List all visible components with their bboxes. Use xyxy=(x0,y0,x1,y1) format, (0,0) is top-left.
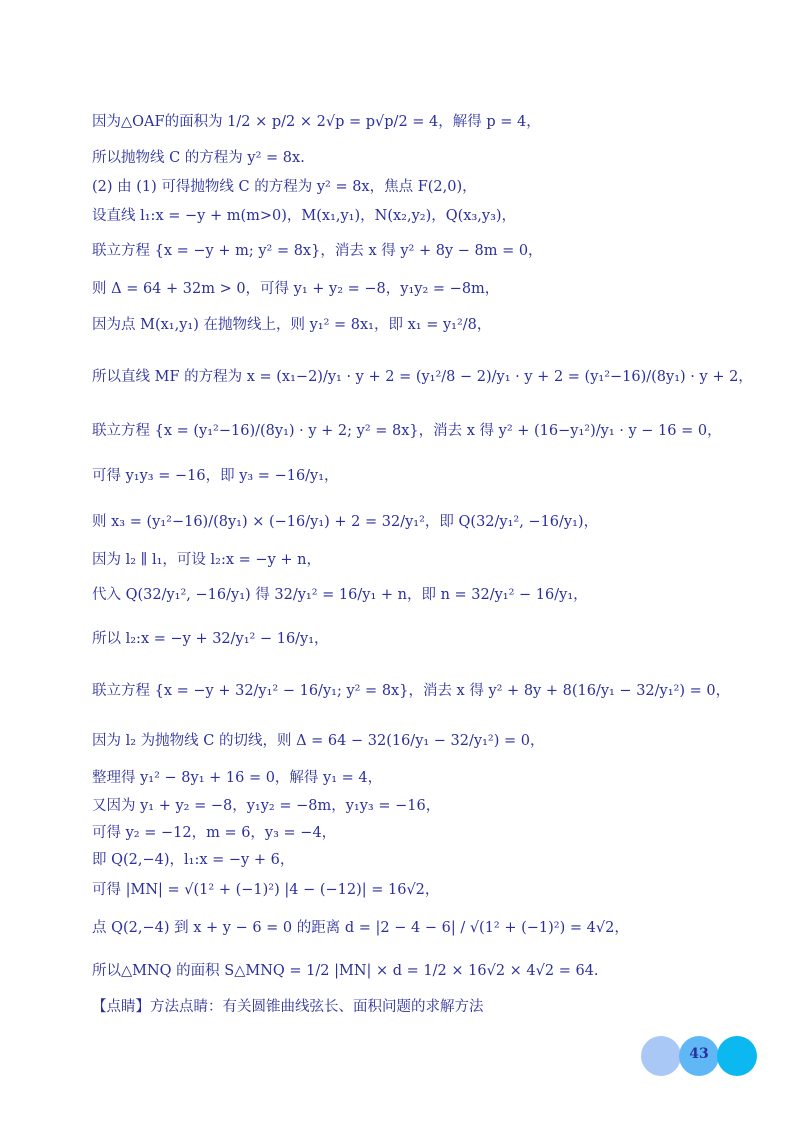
solution-line: (2) 由 (1) 可得抛物线 C 的方程为 y² = 8x，焦点 F(2,0)， xyxy=(92,179,477,195)
tip-heading: 【点睛】方法点睛：有关圆锥曲线弦长、面积问题的求解方法 xyxy=(92,999,484,1015)
solution-line: 因为 l₂ ∥ l₁，可设 l₂:x = −y + n， xyxy=(92,552,321,568)
decor-circle-right xyxy=(717,1036,757,1076)
solution-line: 整理得 y₁² − 8y₁ + 16 = 0，解得 y₁ = 4， xyxy=(92,770,383,786)
page-number: 43 xyxy=(689,1046,709,1062)
solution-line: 联立方程 {x = −y + m; y² = 8x}，消去 x 得 y² + 8y − 8m = 0， xyxy=(92,243,543,259)
solution-line: 所以 l₂:x = −y + 32/y₁² − 16/y₁， xyxy=(92,631,329,647)
decor-circle-left xyxy=(641,1036,681,1076)
solution-line: 所以抛物线 C 的方程为 y² = 8x. xyxy=(92,150,305,166)
solution-line: 则 x₃ = (y₁²−16)/(8y₁) × (−16/y₁) + 2 = 32/y₁²，即 Q(32/y₁², −16/y₁)， xyxy=(92,514,599,530)
solution-line: 因为点 M(x₁,y₁) 在抛物线上，则 y₁² = 8x₁，即 x₁ = y₁²/8， xyxy=(92,317,492,333)
solution-line: 因为 l₂ 为抛物线 C 的切线，则 Δ = 64 − 32(16/y₁ − 32/y₁²) = 0， xyxy=(92,733,545,749)
solution-line: 所以△MNQ 的面积 S△MNQ = 1/2 |MN| × d = 1/2 × 16√2 × 4√2 = 64. xyxy=(92,963,599,979)
solution-line: 可得 y₁y₃ = −16，即 y₃ = −16/y₁， xyxy=(92,468,339,484)
solution-line: 即 Q(2,−4)，l₁:x = −y + 6， xyxy=(92,852,295,868)
solution-line: 则 Δ = 64 + 32m > 0，可得 y₁ + y₂ = −8，y₁y₂ = −8m， xyxy=(92,281,500,297)
solution-line: 设直线 l₁:x = −y + m(m>0)，M(x₁,y₁)，N(x₂,y₂)，Q(x₃,y₃)， xyxy=(92,208,517,224)
solution-line: 可得 y₂ = −12，m = 6，y₃ = −4， xyxy=(92,825,337,841)
solution-line: 可得 |MN| = √(1² + (−1)²) |4 − (−12)| = 16√2， xyxy=(92,882,440,898)
solution-line: 所以直线 MF 的方程为 x = (x₁−2)/y₁ · y + 2 = (y₁²/8 − 2)/y₁ · y + 2 = (y₁²−16)/(8y₁) · y + 2， xyxy=(92,369,753,385)
solution-line: 联立方程 {x = (y₁²−16)/(8y₁) · y + 2; y² = 8x}，消去 x 得 y² + (16−y₁²)/y₁ · y − 16 = 0， xyxy=(92,423,722,439)
solution-line: 因为△OAF的面积为 1/2 × p/2 × 2√p = p√p/2 = 4，解得 p = 4， xyxy=(92,114,541,130)
solution-line: 点 Q(2,−4) 到 x + y − 6 = 0 的距离 d = |2 − 4 − 6| / √(1² + (−1)²) = 4√2， xyxy=(92,920,629,936)
solution-line: 代入 Q(32/y₁², −16/y₁) 得 32/y₁² = 16/y₁ + n，即 n = 32/y₁² − 16/y₁， xyxy=(92,587,588,603)
solution-line: 又因为 y₁ + y₂ = −8，y₁y₂ = −8m，y₁y₃ = −16， xyxy=(92,798,441,814)
solution-line: 联立方程 {x = −y + 32/y₁² − 16/y₁; y² = 8x}，消去 x 得 y² + 8y + 8(16/y₁ − 32/y₁²) = 0， xyxy=(92,683,731,699)
